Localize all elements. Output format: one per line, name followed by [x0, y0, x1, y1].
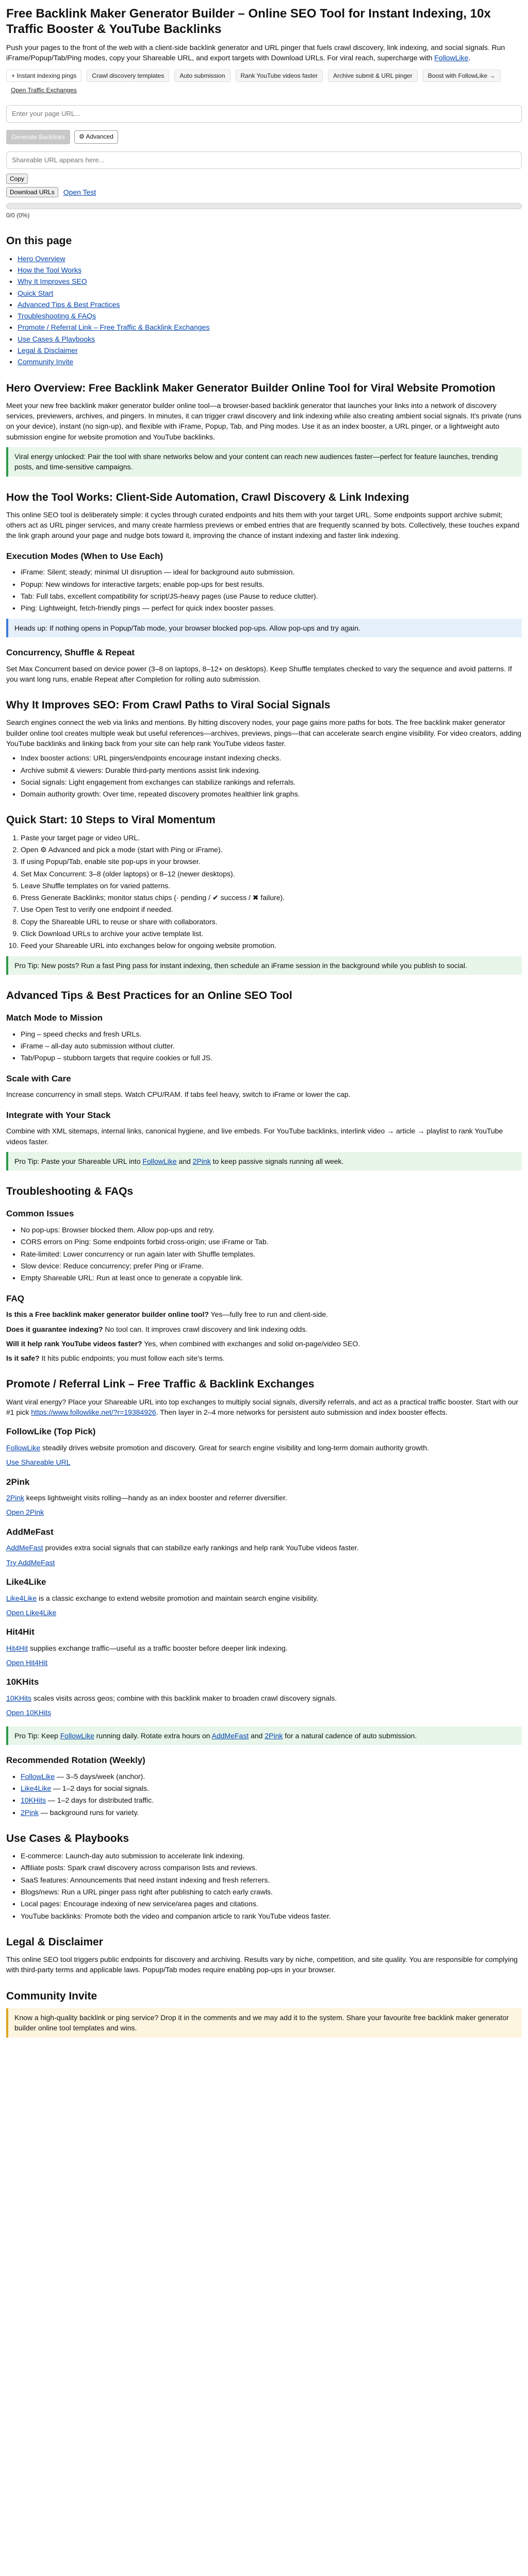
list-item: • Like4Like — 1–2 days for social signals.: [21, 1783, 522, 1793]
list-item: • Index booster actions: URL pingers/endpoints encourage instant indexing checks.: [21, 753, 522, 763]
partner-open-link[interactable]: Open 2Pink: [6, 1508, 44, 1517]
2pink-link[interactable]: 2Pink: [192, 1157, 211, 1165]
why-heading: Why It Improves SEO: From Crawl Paths to Viral Social Signals: [6, 699, 331, 711]
shareable-url-input[interactable]: [6, 151, 522, 169]
partner-card: 2Pink 2Pink keeps lightweight visits rolling—handy as an index booster and referrer diversifier. Open 2Pink: [6, 1476, 522, 1518]
list-item: • 2Pink — background runs for variety.: [21, 1807, 522, 1818]
advanced-heading: Advanced Tips & Best Practices for an Online SEO Tool: [6, 989, 292, 1002]
list-item: • FollowLike — 3–5 days/week (anchor).: [21, 1771, 522, 1782]
table-of-contents: [6, 253, 522, 367]
list-item: • Social signals: Light engagement from exchanges can stabilize rankings and referrals.: [21, 777, 522, 787]
list-item: • Tab/Popup – stubborn targets that require cookies or full JS.: [21, 1053, 522, 1063]
promote-intro: Want viral energy? Place your Shareable URL into top exchanges to multiply social signals, diversify referrals, and act as a practical traffic booster. Start with our #1 pick https://www.followlike.net/?r=19384926. Then layer in 2–4 more networks for persistent auto submission and index booster effects.: [6, 1397, 519, 1416]
partner-name: 2Pink: [6, 1477, 30, 1487]
how-heading: How the Tool Works: Client-Side Automation, Crawl Discovery & Link Indexing: [6, 491, 409, 503]
why-list: [6, 753, 522, 799]
quickstart-steps: [6, 833, 522, 951]
followlike-link[interactable]: FollowLike: [142, 1157, 177, 1165]
modes-list: [6, 567, 522, 613]
list-item: • Rate-limited: Lower concurrency or run again later with Shuffle templates.: [21, 1249, 522, 1259]
list-item: 2. Open ⚙ Advanced and pick a mode (start with Ping or iFrame).: [21, 844, 522, 855]
list-item: • SaaS features: Announcements that need instant indexing and fresh referrers.: [21, 1875, 522, 1885]
list-item: • Ping: Lightweight, fetch-friendly pings — perfect for quick index booster passes.: [21, 603, 522, 613]
partner-name: Hit4Hit: [6, 1627, 35, 1637]
tab-instant-indexing[interactable]: + Instant indexing pings: [6, 70, 81, 82]
advanced-tip: Pro Tip: Paste your Shareable URL into FollowLike and 2Pink to keep passive signals running all week.: [6, 1152, 522, 1171]
followlike-referral-link[interactable]: https://www.followlike.net/?r=19384926: [31, 1408, 156, 1416]
open-test-link[interactable]: Open Test: [63, 188, 96, 196]
stack-heading: Integrate with Your Stack: [6, 1110, 111, 1120]
scale-paragraph: Increase concurrency in small steps. Watch CPU/RAM. If tabs feel heavy, switch to iFrame or lower the cap.: [6, 1090, 351, 1099]
followlike-link[interactable]: FollowLike: [6, 1443, 41, 1452]
list-item: • iFrame: Silent; steady; minimal UI disruption — ideal for background auto submission.: [21, 567, 522, 577]
partner-open-link[interactable]: Open Like4Like: [6, 1608, 57, 1617]
toc-item: • How the Tool Works: [18, 265, 522, 275]
tab-open-traffic-exchanges[interactable]: Open Traffic Exchanges: [11, 86, 77, 94]
modes-heading: Execution Modes (When to Use Each): [6, 551, 163, 561]
faq-item: Is it safe? It hits public endpoints; you must follow each site's terms.: [6, 1354, 225, 1363]
list-item: 4. Set Max Concurrent: 3–8 (older laptops) or 8–12 (newer desktops).: [21, 869, 522, 879]
partner-name: 10KHits: [6, 1677, 39, 1687]
followlike-link[interactable]: FollowLike: [60, 1731, 94, 1740]
why-paragraph: Search engines connect the web via links and mentions. By hitting discovery nodes, your page gains more paths for bots. The free backlink maker generator builder online tool creates multiple weak but useful references—archives, previews, pings—that can accelerate search engine visibility. For video creators, adding YouTube backlinks and linking back from your site can help rank YouTube videos faster.: [6, 718, 521, 748]
list-item: • 10KHits — 1–2 days for distributed traffic.: [21, 1795, 522, 1805]
match-heading: Match Mode to Mission: [6, 1013, 103, 1023]
list-item: 6. Press Generate Backlinks; monitor status chips (· pending / ✔ success / ✖ failure).: [21, 892, 522, 903]
page-title: Free Backlink Maker Generator Builder – Online SEO Tool for Instant Indexing, 10x Traffic Booster & YouTube Backlinks: [6, 7, 491, 36]
list-item: 9. Click Download URLs to archive your active template list.: [21, 928, 522, 939]
partner-link[interactable]: 10KHits: [6, 1694, 32, 1703]
match-list: [6, 1029, 522, 1063]
download-urls-button[interactable]: Download URLs: [6, 187, 58, 197]
rotation-list: [6, 1771, 522, 1818]
progress-bar: [6, 203, 522, 209]
list-item: • Affiliate posts: Spark crawl discovery across comparison lists and reviews.: [21, 1862, 522, 1873]
list-item: 8. Copy the Shareable URL to reuse or share with collaborators.: [21, 917, 522, 927]
list-item: 3. If using Popup/Tab, enable site pop-ups in your browser.: [21, 856, 522, 867]
partner-name: FollowLike (Top Pick): [6, 1427, 96, 1437]
scale-heading: Scale with Care: [6, 1073, 71, 1083]
partner-name: Like4Like: [6, 1577, 46, 1587]
hero-heading: Hero Overview: Free Backlink Maker Generator Builder Online Tool for Viral Website Promotion: [6, 382, 496, 394]
tab-boost-followlike[interactable]: Boost with FollowLike →: [423, 70, 501, 82]
stack-paragraph: Combine with XML sitemaps, internal links, canonical hygiene, and live embeds. For YouTube backlinks, interlink video → article → playlist to rank YouTube videos faster.: [6, 1127, 503, 1146]
toc-item: • Legal & Disclaimer: [18, 345, 522, 355]
issues-heading: Common Issues: [6, 1209, 74, 1219]
list-item: • E-commerce: Launch-day auto submission to accelerate link indexing.: [21, 1851, 522, 1861]
url-input[interactable]: [6, 105, 522, 123]
addmefast-link[interactable]: AddMeFast: [211, 1731, 249, 1740]
partner-name: AddMeFast: [6, 1527, 54, 1537]
list-item: • iFrame – all-day auto submission without clutter.: [21, 1041, 522, 1051]
partner-card: Like4Like Like4Like is a classic exchange to extend website promotion and maintain search engine visibility. Open Like4Like: [6, 1576, 522, 1618]
toc-item: • Quick Start: [18, 288, 522, 298]
partner-link[interactable]: Like4Like: [6, 1594, 37, 1602]
promote-tip: Pro Tip: Keep FollowLike running daily. Rotate extra hours on AddMeFast and 2Pink for a natural cadence of auto submission.: [6, 1726, 522, 1745]
toc-item: • Community Invite: [18, 357, 522, 367]
progress-text: 0/0 (0%): [6, 211, 30, 219]
partner-card: 10KHits 10KHits scales visits across geos; combine with this backlink maker to broaden crawl discovery signals. Open 10KHits: [6, 1676, 522, 1718]
community-invite-box: Know a high-quality backlink or ping service? Drop it in the comments and we may add it to the system. Share your favourite free backlink maker generator builder online tool templates and wins.: [6, 2008, 522, 2038]
partner-link[interactable]: AddMeFast: [6, 1544, 43, 1552]
partner-open-link[interactable]: Open Hit4Hit: [6, 1658, 48, 1667]
usecases-list: [6, 1851, 522, 1921]
list-item: • Local pages: Encourage indexing of new service/area pages and citations.: [21, 1899, 522, 1909]
partner-open-link[interactable]: Open 10KHits: [6, 1708, 52, 1717]
toc-item: • Advanced Tips & Best Practices: [18, 299, 522, 310]
list-item: 10. Feed your Shareable URL into exchanges below for ongoing website promotion.: [21, 940, 522, 951]
faq-item: Is this a Free backlink maker generator builder online tool? Yes—fully free to run and client-side.: [6, 1310, 328, 1319]
list-item: • CORS errors on Ping: Some endpoints forbid cross-origin; use iFrame or Tab.: [21, 1236, 522, 1247]
toc-item: • Hero Overview: [18, 253, 522, 264]
list-item: • Popup: New windows for interactive targets; enable pop-ups for best results.: [21, 579, 522, 589]
usecases-heading: Use Cases & Playbooks: [6, 1832, 129, 1844]
viral-energy-callout: Viral energy unlocked: Pair the tool with share networks below and your content can reach new audiences faster—perfect for feature launches, trending posts, and time-sensitive campaigns.: [6, 447, 522, 477]
list-item: • Empty Shareable URL: Run at least once to generate a copyable link.: [21, 1273, 522, 1283]
toc-item: • Promote / Referral Link – Free Traffic & Backlink Exchanges: [18, 322, 522, 332]
troubleshooting-heading: Troubleshooting & FAQs: [6, 1185, 134, 1198]
list-item: 1. Paste your target page or video URL.: [21, 833, 522, 843]
list-item: • Domain authority growth: Over time, repeated discovery promotes healthier link graphs.: [21, 789, 522, 799]
partner-link[interactable]: Hit4Hit: [6, 1643, 28, 1652]
list-item: • Ping – speed checks and fresh URLs.: [21, 1029, 522, 1039]
partner-card-followlike: FollowLike (Top Pick) FollowLike steadily drives website promotion and discovery. Great for search engine visibility and long-term domain authority growth. Use Shareable URL: [6, 1426, 522, 1467]
toc-item: • Use Cases & Playbooks: [18, 334, 522, 344]
list-item: 5. Leave Shuffle templates on for varied patterns.: [21, 880, 522, 891]
concurrency-paragraph: Set Max Concurrent based on device power (3–8 on laptops, 8–12+ on desktops). Keep Shuffle templates checked to vary the sequence and avoid patterns. If you want long runs, enable Repeat after Completion for rolling auto submission.: [6, 664, 512, 683]
toc-item: • Troubleshooting & FAQs: [18, 311, 522, 321]
copy-button[interactable]: Copy: [6, 174, 28, 184]
toc-item: • Why It Improves SEO: [18, 276, 522, 286]
concurrency-heading: Concurrency, Shuffle & Repeat: [6, 647, 135, 657]
tab-rank-youtube[interactable]: Rank YouTube videos faster: [236, 70, 323, 82]
controls-row: [6, 130, 522, 144]
partner-card: Hit4Hit Hit4Hit supplies exchange traffic—useful as a traffic booster before deeper link indexing. Open Hit4Hit: [6, 1626, 522, 1668]
use-shareable-url-link[interactable]: Use Shareable URL: [6, 1458, 71, 1467]
list-item: • Blogs/news: Run a URL pinger pass right after publishing to catch early crawls.: [21, 1887, 522, 1897]
partner-card: AddMeFast AddMeFast provides extra social signals that can stabilize early rankings and help rank YouTube videos faster. Try AddMeFast: [6, 1526, 522, 1568]
promote-heading: Promote / Referral Link – Free Traffic & Backlink Exchanges: [6, 1378, 315, 1391]
2pink-link[interactable]: 2Pink: [265, 1731, 283, 1740]
intro-followlike-link[interactable]: FollowLike: [434, 54, 469, 62]
partner-open-link[interactable]: Try AddMeFast: [6, 1558, 55, 1567]
faq-item: Will it help rank YouTube videos faster? Yes, when combined with exchanges and solid on-page/video SEO.: [6, 1339, 360, 1348]
quickstart-heading: Quick Start: 10 Steps to Viral Momentum: [6, 814, 216, 826]
partner-link[interactable]: 2Pink: [6, 1494, 25, 1502]
tab-auto-submission[interactable]: Auto submission: [174, 70, 230, 82]
faq-heading: FAQ: [6, 1293, 24, 1303]
quickstart-tip: Pro Tip: New posts? Run a fast Ping pass for instant indexing, then schedule an iFrame session in the background while you publish to social.: [6, 956, 522, 975]
tab-archive-submit[interactable]: Archive submit & URL pinger: [328, 70, 418, 82]
rotation-heading: Recommended Rotation (Weekly): [6, 1755, 145, 1765]
legal-paragraph: This online SEO tool triggers public endpoints for discovery and archiving. Results vary by niche, competition, and site quality. You are responsible for complying with third-party terms and applicable laws. Popup/Tab modes require enabling pop-ups in your browser.: [6, 1955, 518, 1974]
headsup-callout: Heads up: If nothing opens in Popup/Tab mode, your browser blocked pop-ups. Allow pop-ups and try again.: [6, 619, 522, 637]
community-heading: Community Invite: [6, 1990, 97, 2002]
list-item: 7. Use Open Test to verify one endpoint if needed.: [21, 904, 522, 914]
faq-item: Does it guarantee indexing? No tool can. It improves crawl discovery and link indexing odds.: [6, 1325, 308, 1333]
list-item: • Tab: Full tabs, excellent compatibility for script/JS-heavy pages (use Pause to reduce clutter).: [21, 591, 522, 601]
feature-tab-bar: [6, 70, 522, 97]
list-item: • No pop-ups: Browser blocked them. Allow pop-ups and retry.: [21, 1225, 522, 1235]
how-paragraph: This online SEO tool is deliberately simple: it cycles through curated endpoints and hits them with your target URL. Some endpoints support archive submit; others act as URL pinger services, and many create harmless previews or embed entries that are frequently scanned by bots. Collectively, these touches expand the link graph around your page and nudge bots toward it, improving the chance of instant indexing and faster link indexing.: [6, 510, 520, 540]
toc-heading: On this page: [6, 235, 72, 247]
mode-select[interactable]: ⚙ Advanced: [74, 130, 118, 143]
legal-heading: Legal & Disclaimer: [6, 1936, 103, 1948]
hero-paragraph: Meet your new free backlink maker generator builder online tool—a browser-based backlink generator that launches your links into a network of discovery services, previewers, archives, and pingers. In minutes, it can trigger crawl discovery and link indexing while also creating ambient social signals. It's private (runs on your device), instant (no sign-up), and flexible with iFrame, Popup, Tab, and Ping modes. Use it as an index booster, a URL pinger, or a lightweight auto submission engine for website promotion and YouTube backlinks.: [6, 401, 522, 441]
issues-list: [6, 1225, 522, 1283]
list-item: • Archive submit & viewers: Durable third-party mentions assist link indexing.: [21, 765, 522, 775]
list-item: • Slow device: Reduce concurrency; prefer Ping or iFrame.: [21, 1261, 522, 1271]
generate-backlinks-button[interactable]: Generate Backlinks: [6, 130, 70, 144]
tab-crawl-discovery[interactable]: Crawl discovery templates: [87, 70, 169, 82]
list-item: • YouTube backlinks: Promote both the video and companion article to rank YouTube videos faster.: [21, 1911, 522, 1921]
intro-paragraph: Push your pages to the front of the web with a client-side backlink generator and URL pinger that fuels crawl discovery, link indexing, and social signals. Run iFrame/Popup/Tab/Ping modes, copy your Shareable URL, and export targets with Download URLs. For viral reach, supercharge with FollowLike.: [6, 43, 505, 62]
